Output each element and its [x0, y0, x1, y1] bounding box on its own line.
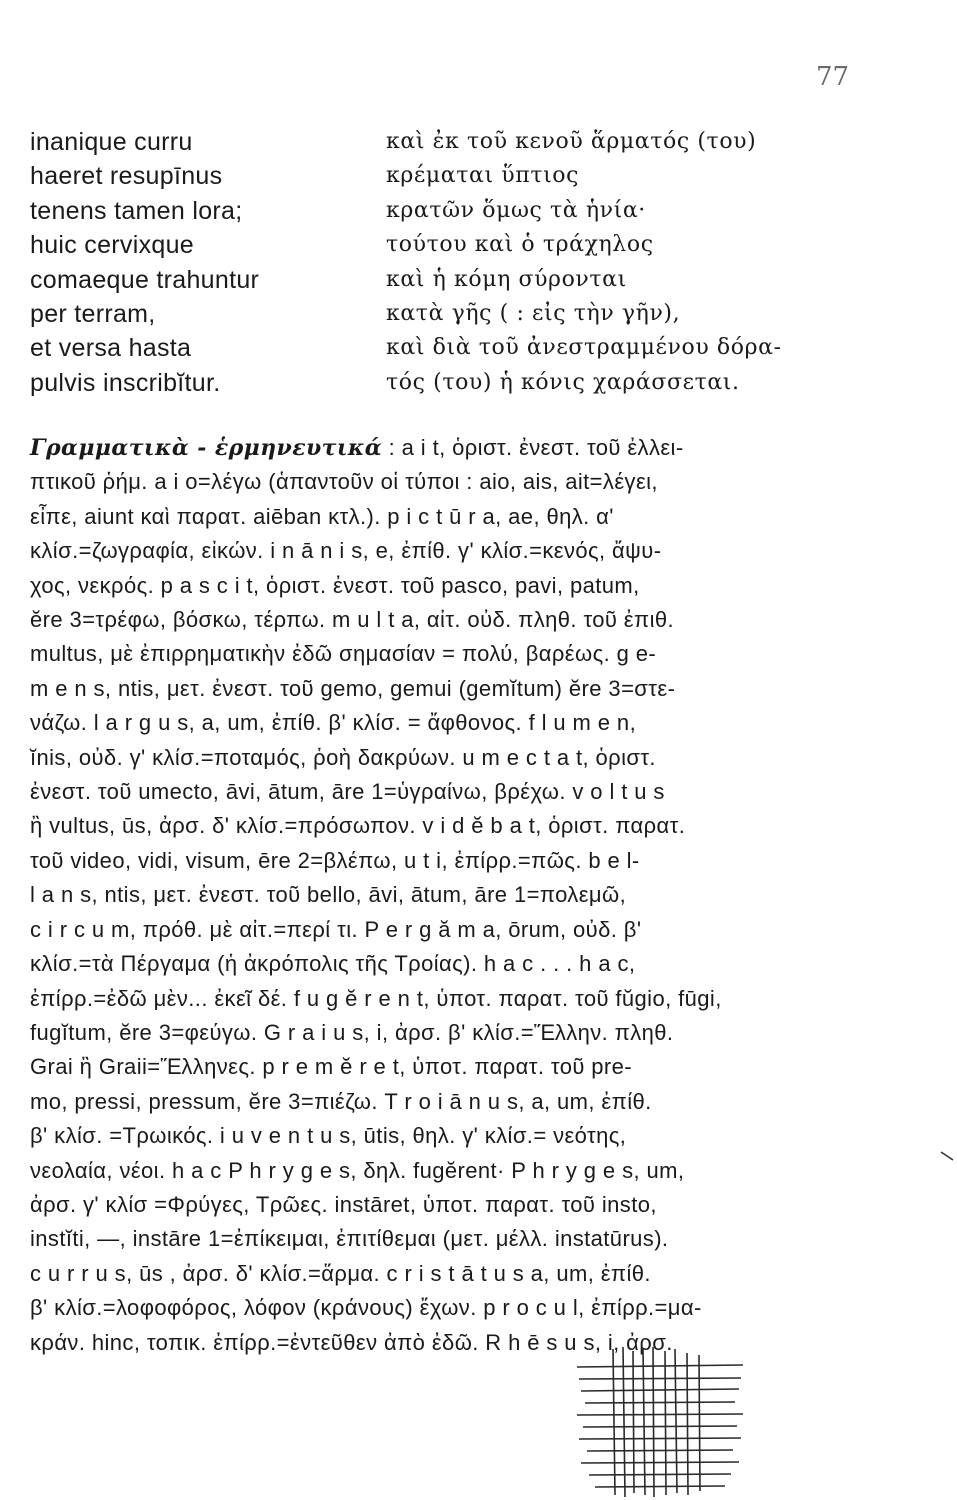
commentary-line: ἀρσ. γ' κλίσ =Φρύγες, Τρῶες. instāret, ὑποτ. παρατ. τοῦ insto,: [30, 1191, 657, 1217]
latin-line: comaeque trahuntur: [30, 265, 260, 294]
page-number: 77: [816, 62, 850, 92]
commentary-line: τοῦ video, vidi, visum, ēre 2=βλέπω, u t i, ἐπίρρ.=πῶς. b e l-: [30, 847, 640, 873]
greek-line: καὶ ἐκ τοῦ κενοῦ ἅρματός (του): [386, 129, 757, 154]
greek-line: κρέμαται ὕπτιος: [386, 163, 580, 189]
commentary-line: νεολαία, νέοι. h a c P h r y g e s, δηλ. fugĕrent· P h r y g e s, um,: [30, 1157, 685, 1183]
commentary-line: β' κλίσ. =Τρωικός. i u v e n t u s, ūtis, θηλ. γ' κλίσ.= νεότης,: [30, 1123, 627, 1149]
commentary-line: mo, pressi, pressum, ĕre 3=πιέζω. T r o i ā n u s, a, um, ἐπίθ.: [30, 1088, 652, 1114]
latin-line: huic cervixque: [30, 231, 195, 260]
commentary-line: l a n s, ntis, μετ. ἐνεστ. τοῦ bello, āvi, ātum, āre 1=πολεμῶ,: [30, 882, 627, 908]
margin-mark: [940, 1150, 954, 1162]
commentary-line: ἢ vultus, ūs, ἀρσ. δ' κλίσ.=πρόσωπον. v i d ĕ b a t, ὁριστ. παρατ.: [30, 813, 686, 839]
commentary-line: χος, νεκρός. p a s c i t, ὁριστ. ἐνεστ. τοῦ pasco, pavi, patum,: [30, 572, 640, 598]
commentary-first-line: : a i t, ὁριστ. ἐνεστ. τοῦ ἐλλει-: [388, 435, 684, 460]
latin-line: pulvis inscribĭtur.: [30, 368, 221, 397]
greek-line: κατὰ γῆς ( : εἰς τὴν γῆν),: [386, 301, 681, 327]
commentary-heading-line: [30, 431, 870, 465]
commentary-line: fugĭtum, ĕre 3=φεύγω. G r a i u s, i, ἀρσ. β' κλίσ.=Ἕλλην. πληθ.: [30, 1019, 674, 1045]
greek-line: τός (του) ἡ κόνις χαράσσεται.: [386, 369, 740, 395]
latin-line: haeret resupīnus: [30, 162, 223, 191]
commentary-line: κλίσ.=τὰ Πέργαμα (ἡ ἀκρόπολις τῆς Τροίας). h a c . . . h a c,: [30, 951, 636, 977]
commentary-line: c i r c u m, πρόθ. μὲ αἰτ.=περί τι. P e r g ă m a, ōrum, οὐδ. β': [30, 916, 642, 942]
greek-line: κρατῶν ὅμως τὰ ἡνία·: [386, 197, 646, 223]
latin-line: per terram,: [30, 300, 156, 329]
commentary-line: κλίσ.=ζωγραφία, εἰκών. i n ā n i s, e, ἐπίθ. γ' κλίσ.=κενός, ἄψυ-: [30, 538, 662, 564]
latin-text-column: [30, 125, 370, 400]
commentary-line: νάζω. l a r g u s, a, um, ἐπίθ. β' κλίσ. = ἄφθονος. f l u m e n,: [30, 710, 637, 736]
greek-line: καὶ ἡ κόμη σύρονται: [386, 266, 627, 292]
commentary-line: ĭnis, οὐδ. γ' κλίσ.=ποταμός, ῥοὴ δακρύων. u m e c t a t, ὁριστ.: [30, 744, 656, 770]
crosshatch-mark: [575, 1345, 745, 1500]
commentary-line: β' κλίσ.=λοφοφόρος, λόφον (κράνους) ἔχων. p r o c u l, ἐπίρρ.=μα-: [30, 1295, 702, 1321]
commentary-line: πτικοῦ ῥήμ. a i o=λέγω (ἁπαντοῦν οἱ τύποι : aio, ais, ait=λέγει,: [30, 469, 658, 495]
latin-line: et versa hasta: [30, 334, 192, 363]
grammar-commentary: [30, 431, 870, 1360]
commentary-line: c u r r u s, ūs , ἀρσ. δ' κλίσ.=ἅρμα. c r i s t ā t u s a, um, ἐπίθ.: [30, 1260, 651, 1286]
commentary-line: ĕre 3=τρέφω, βόσκω, τέρπω. m u l t a, αἰτ. οὐδ. πληθ. τοῦ ἐπιθ.: [30, 607, 675, 633]
commentary-line: ἐπίρρ.=ἐδῶ μὲν... ἐκεῖ δέ. f u g ĕ r e n t, ὑποτ. παρατ. τοῦ fŭgio, fūgi,: [30, 985, 722, 1011]
latin-line: tenens tamen lora;: [30, 196, 243, 225]
greek-line: τούτου καὶ ὁ τράχηλος: [386, 232, 654, 258]
commentary-heading: Γραμματικὰ - ἑρμηνευτικά: [30, 435, 383, 461]
greek-line: καὶ διὰ τοῦ ἀνεστραμμένου δόρα-: [386, 335, 782, 361]
commentary-line: m e n s, ntis, μετ. ἐνεστ. τοῦ gemo, gemui (gemĭtum) ĕre 3=στε-: [30, 675, 676, 701]
commentary-line: ἐνεστ. τοῦ umecto, āvi, ātum, āre 1=ὑγραίνω, βρέχω. v o l t u s: [30, 779, 665, 805]
latin-line: inanique curru: [30, 128, 193, 156]
commentary-line: κράν. hinc, τοπικ. ἐπίρρ.=ἐντεῦθεν ἀπὸ ἐδῶ. R h ē s u s, i, ἀρσ.: [30, 1329, 673, 1355]
commentary-line: instĭti, —, instāre 1=ἐπίκειμαι, ἐπιτίθεμαι (μετ. μέλλ. instatūrus).: [30, 1226, 669, 1252]
commentary-line: εἶπε, aiunt καὶ παρατ. aiēban κτλ.). p i c t ū r a, ae, θηλ. α': [30, 503, 614, 529]
commentary-line: Grai ἢ Graii=Ἕλληνες. p r e m ĕ r e t, ὑποτ. παρατ. τοῦ pre-: [30, 1054, 632, 1080]
commentary-line: multus, μὲ ἐπιρρηματικὴν ἐδῶ σημασίαν = πολύ, βαρέως. g e-: [30, 641, 657, 667]
greek-translation-column: [386, 125, 886, 400]
